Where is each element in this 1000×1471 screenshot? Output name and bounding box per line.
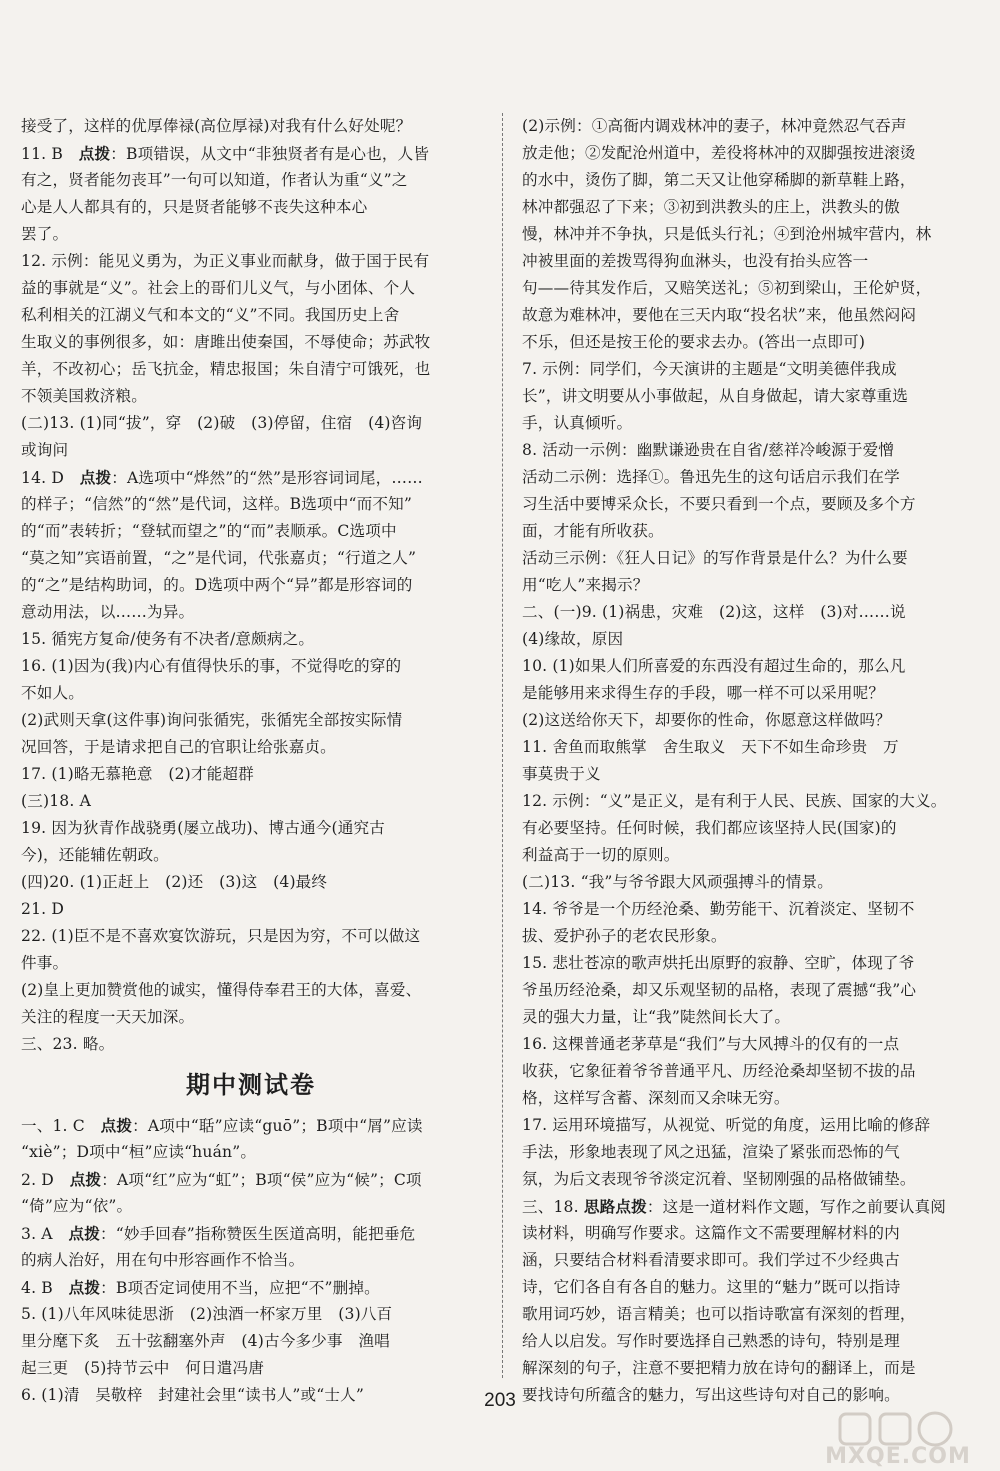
line-text: 是能够用来求得生存的手段，哪一样不可以采用呢？ [522, 684, 885, 702]
answer-line [21, 518, 481, 545]
answer-line [522, 626, 984, 653]
right-column [522, 113, 984, 1409]
line-text: 益的事就是“义”。社会上的哥们儿义气，与小团体、个人 [21, 279, 416, 297]
line-text: 灵的强大力量，让“我”陡然间长大了。 [522, 1008, 791, 1026]
answer-line [522, 1301, 984, 1328]
answer-line [21, 1004, 481, 1031]
answer-line [21, 1355, 481, 1382]
answer-line [522, 896, 984, 923]
line-text: (二)13. “我”与爷爷跟大风顽强搏斗的情景。 [522, 873, 833, 891]
line-text: 17. 运用环境描写，从视觉、听觉的角度，运用比喻的修辞 [522, 1116, 931, 1134]
answer-line [522, 1328, 984, 1355]
answer-line [522, 1031, 984, 1058]
answer-line [21, 734, 481, 761]
line-text: 19. 因为狄青作战骁勇(屡立战功)、博古通今(通究古 [21, 819, 385, 837]
answer-line [21, 923, 481, 950]
line-text: 活动三示例：《狂人日记》的写作背景是什么？为什么要 [522, 549, 908, 567]
item-number: 14. D [21, 469, 80, 487]
line-text: 生取义的事例很多，如：唐雎出使秦国，不辱使命；苏武牧 [21, 333, 431, 351]
line-text: ：这是一道材料作文题，写作之前要认真阅 [646, 1198, 946, 1216]
hint-label: 思路点拨 [583, 1197, 647, 1216]
line-text: 12. 示例：“义”是正义，是有利于人民、民族、国家的大义。 [522, 792, 947, 810]
line-text: 的样子；“信然”的“然”是代词，这样。B选项中“而不知” [21, 495, 412, 513]
answer-line [522, 1166, 984, 1193]
answer-line [522, 140, 984, 167]
line-text: 心是人人都具有的，只是贤者能够不丧失这种本心 [21, 198, 368, 216]
answer-line [522, 572, 984, 599]
line-text: 11. 舍鱼而取熊掌 舍生取义 天下不如生命珍贵 万 [522, 738, 899, 756]
line-text: 有必要坚持。任何时候，我们都应该坚持人民(国家)的 [522, 819, 897, 837]
line-text: 面，才能有所收获。 [522, 522, 664, 540]
answer-line [522, 1193, 984, 1220]
line-text: 手法，形象地表现了风之迅猛，渲染了紧张而恐怖的气 [522, 1143, 900, 1161]
line-text: 氛，为后文表现爷爷淡定沉着、坚韧刚强的品格做铺垫。 [522, 1170, 916, 1188]
line-text: 歌用词巧妙，语言精美；也可以指诗歌富有深刻的哲理， [522, 1305, 916, 1323]
answer-line [21, 248, 481, 275]
line-text: 的水中，烫伤了脚，第二天又让他穿稀脚的新草鞋上路， [522, 171, 916, 189]
answer-line [21, 437, 481, 464]
left-column [21, 113, 481, 1409]
answer-line [21, 896, 481, 923]
line-text: (2)武则天拿(这件事)询问张循宪，张循宪全部按实际情 [21, 711, 403, 729]
line-text: 有之，贤者能勿丧耳”一句可以知道，作者认为重“义”之 [21, 171, 408, 189]
answer-line [21, 626, 481, 653]
answer-line [21, 464, 481, 491]
hint-label: 点拨 [68, 1278, 101, 1297]
line-text: 8. 活动一示例：幽默谦逊贵在自省/慈祥冷峻源于爱憎 [522, 441, 895, 459]
item-number: 一、1. C [21, 1117, 101, 1135]
answer-line [21, 1247, 481, 1274]
answer-line [21, 599, 481, 626]
line-text: 意动用法，以……为异。 [21, 603, 195, 621]
line-text: ：B项错误，从文中“非独贤者有是心也，人皆 [110, 145, 430, 163]
answer-line [522, 1247, 984, 1274]
answer-line [522, 1355, 984, 1382]
hint-label: 点拨 [78, 144, 111, 163]
line-text: 21. D [21, 900, 65, 918]
line-text: (2)这送给你天下，却要你的性命，你愿意这样做吗？ [522, 711, 891, 729]
answer-line [21, 761, 481, 788]
line-text: 用“吃人”来揭示？ [522, 576, 649, 594]
answer-line [522, 248, 984, 275]
answer-line [21, 815, 481, 842]
line-text: 解深刻的句子，注意不要把精力放在诗句的翻译上，而是 [522, 1359, 916, 1377]
answer-line [522, 599, 984, 626]
answer-line [522, 464, 984, 491]
line-text: 里分麾下炙 五十弦翻塞外声 (4)古今多少事 渔唱 [21, 1332, 390, 1350]
line-text: (三)18. A [21, 792, 91, 810]
answer-line [21, 1328, 481, 1355]
answer-line [522, 761, 984, 788]
answer-line [21, 356, 481, 383]
line-text: ：A项“红”应为“虹”；B项“侯”应为“候”；C项 [101, 1171, 422, 1189]
answer-line [522, 1112, 984, 1139]
answer-line [21, 113, 481, 140]
line-text: 拔、爱护孙子的老农民形象。 [522, 927, 727, 945]
line-text: ：A选项中“烨然”的“然”是形容词词尾，…… [111, 469, 423, 487]
section-heading: 期中测试卷 [186, 1071, 316, 1099]
answer-line [21, 302, 481, 329]
answer-line [522, 1085, 984, 1112]
line-text: 12. 示例：能见义勇为，为正义事业而献身，做于国于民有 [21, 252, 430, 270]
line-text: 16. (1)因为(我)内心有值得快乐的事，不觉得吃的穿的 [21, 657, 402, 675]
line-text: 况回答，于是请求把自己的官职让给张嘉贞。 [21, 738, 336, 756]
hint-label: 点拨 [68, 1224, 100, 1243]
answer-line [21, 1139, 481, 1166]
line-text: 不乐，但还是按王伦的要求去办。(答出一点即可) [522, 333, 866, 351]
line-text: 慢，林冲并不争执，只是低头行礼；④到沧州城牢营内，林 [522, 225, 932, 243]
item-number: 2. D [21, 1171, 70, 1189]
line-text: 的“而”表转折；“登轼而望之”的“而”表顺承。C选项中 [21, 522, 397, 540]
line-text: 爷虽历经沧桑，却又乐观坚韧的品格，表现了震撼“我”心 [522, 981, 917, 999]
watermark-logo-icon [800, 1408, 996, 1448]
watermark-text: MXQE.COM [825, 1444, 971, 1469]
answer-line [522, 356, 984, 383]
answer-line [21, 1274, 481, 1301]
answer-line [522, 1058, 984, 1085]
line-text: 利益高于一切的原则。 [522, 846, 680, 864]
line-text: 故意为难林冲，要他在三天内取“投名状”来，他虽然闷闷 [522, 306, 917, 324]
line-text: 7. 示例：同学们，今天演讲的主题是“文明美德伴我成 [522, 360, 897, 378]
item-number: 3. A [21, 1225, 69, 1243]
line-text: 22. (1)臣不是不喜欢宴饮游玩，只是因为穷，不可以做这 [21, 927, 421, 945]
answer-line [21, 545, 481, 572]
line-text: 今)，还能辅佐朝政。 [21, 846, 169, 864]
hint-label: 点拨 [69, 1170, 102, 1189]
watermark-logo [800, 1408, 996, 1468]
answer-line [21, 140, 481, 167]
answer-line [21, 329, 481, 356]
answer-line [522, 869, 984, 896]
line-text: 的“之”是结构助词，的。D选项中两个“异”都是形容词的 [21, 576, 413, 594]
answer-line [21, 788, 481, 815]
answer-line [21, 572, 481, 599]
answer-line [21, 221, 481, 248]
answer-line [522, 788, 984, 815]
answer-line [21, 1031, 481, 1058]
item-number: 三、18. [522, 1198, 584, 1216]
line-text: 的病人治好，用在句中形容画作不恰当。 [21, 1251, 305, 1269]
line-text: ：B项否定词使用不当，应把“不”删掉。 [100, 1279, 380, 1297]
answer-line [522, 680, 984, 707]
answer-line [522, 437, 984, 464]
answer-line [21, 653, 481, 680]
answer-line [21, 977, 481, 1004]
line-text: (二)13. (1)同“拔”，穿 (2)破 (3)停留，住宿 (4)咨询 [21, 414, 423, 432]
answer-line [522, 329, 984, 356]
line-text: 15. 循宪方复命/使务有不决者/意颇病之。 [21, 630, 315, 648]
answer-line [522, 653, 984, 680]
line-text: 读材料，明确写作要求。这篇作文不需要理解材料的内 [522, 1224, 900, 1242]
line-text: 二、(一)9. (1)祸患，灾难 (2)这，这样 (3)对……说 [522, 603, 906, 621]
line-text: “xiè”；D项中“桓”应读“huán”。 [21, 1143, 257, 1161]
answer-line [522, 734, 984, 761]
line-text: 起三更 (5)持节云中 何日遣冯唐 [21, 1359, 264, 1377]
line-text: 三、23. 略。 [21, 1035, 115, 1053]
answer-line [21, 1112, 481, 1139]
line-text: 林冲都强忍了下来；③初到洪教头的庄上，洪教头的傲 [522, 198, 900, 216]
answer-line [522, 842, 984, 869]
answer-line [522, 518, 984, 545]
line-text: 关注的程度一天天加深。 [21, 1008, 195, 1026]
answer-line [522, 977, 984, 1004]
answer-line [21, 167, 481, 194]
answer-line [522, 545, 984, 572]
answer-line [21, 1220, 481, 1247]
answer-line [21, 1193, 481, 1220]
line-text: 给人以启发。写作时要选择自己熟悉的诗句，特别是理 [522, 1332, 900, 1350]
line-text: 10. (1)如果人们所喜爱的东西没有超过生命的，那么凡 [522, 657, 906, 675]
hint-label: 点拨 [100, 1116, 133, 1135]
line-text: 15. 悲壮苍凉的歌声烘托出原野的寂静、空旷，体现了爷 [522, 954, 915, 972]
answer-line [522, 113, 984, 140]
line-text: 要找诗句所蕴含的魅力，写出这些诗句对自己的影响。 [522, 1386, 900, 1404]
line-text: (2)皇上更加赞赏他的诚实，懂得侍奉君王的大体，喜爱、 [21, 981, 422, 999]
line-text: 或询问 [21, 441, 69, 459]
answer-line [522, 815, 984, 842]
line-text: 格，这样写含蓄、深刻而又余味无穷。 [522, 1089, 790, 1107]
answer-line [21, 410, 481, 437]
line-text: 私利相关的江湖义气和本文的“义”不同。我国历史上舍 [21, 306, 400, 324]
answer-line [21, 950, 481, 977]
item-number: 11. B [21, 145, 79, 163]
answer-line [522, 1220, 984, 1247]
line-text: ：“妙手回春”指称赞医生医道高明，能把垂危 [99, 1225, 416, 1243]
answer-line [522, 1004, 984, 1031]
answer-line [21, 1301, 481, 1328]
line-text: 诗，它们各自有各自的魅力。这里的“魅力”既可以指诗 [522, 1278, 901, 1296]
line-text: 手，认真倾听。 [522, 414, 633, 432]
answer-line [21, 707, 481, 734]
line-text: 不如人。 [21, 684, 84, 702]
line-text: 6. (1)清 吴敬梓 封建社会里“读书人”或“士人” [21, 1386, 364, 1404]
line-text: 事莫贵于义 [522, 765, 601, 783]
line-text: 涵，只要结合材料看清要求即可。我们学过不少经典古 [522, 1251, 900, 1269]
hint-label: 点拨 [79, 468, 112, 487]
answer-line [21, 680, 481, 707]
line-text: 不领美国救济粮。 [21, 387, 147, 405]
answer-line [522, 275, 984, 302]
line-text: “莫之知”宾语前置，“之”是代词，代张嘉贞；“行道之人” [21, 549, 417, 567]
answer-line [21, 383, 481, 410]
answer-line [21, 842, 481, 869]
line-text: 羊，不改初心；岳飞抗金，精忠报国；朱自清宁可饿死，也 [21, 360, 431, 378]
line-text: 放走他；②发配沧州道中，差役将林冲的双脚强按进滚烫 [522, 144, 916, 162]
line-text: 16. 这棵普通老茅草是“我们”与大风搏斗的仅有的一点 [522, 1035, 900, 1053]
line-text: 件事。 [21, 954, 69, 972]
line-text: ：A项中“聒”应读“guō”；B项中“屑”应读 [132, 1117, 423, 1135]
answer-line [522, 167, 984, 194]
answer-line [522, 923, 984, 950]
line-text: 14. 爷爷是一个历经沧桑、勤劳能干、沉着淡定、坚韧不 [522, 900, 915, 918]
line-text: “倚”应为“依”。 [21, 1197, 133, 1215]
answer-line [522, 383, 984, 410]
line-text: 罢了。 [21, 225, 69, 243]
line-text: 长”，讲文明要从小事做起，从自身做起，请大家尊重选 [522, 387, 908, 405]
line-text: 接受了，这样的优厚俸禄(高位厚禄)对我有什么好处呢？ [21, 117, 412, 135]
answer-line [21, 194, 481, 221]
line-text: 句——待其发作后，又赔笑送礼；⑤初到梁山，王伦妒贤， [522, 279, 932, 297]
line-text: (四)20. (1)正赶上 (2)还 (3)这 (4)最终 [21, 873, 328, 891]
answer-line [522, 194, 984, 221]
answer-line [522, 1139, 984, 1166]
answer-line [522, 950, 984, 977]
answer-line [21, 491, 481, 518]
answer-line [522, 302, 984, 329]
answer-line [21, 275, 481, 302]
line-text: 5. (1)八年风味徒思浙 (2)浊酒一杯家万里 (3)八百 [21, 1305, 393, 1323]
line-text: (4)缘故，原因 [522, 630, 624, 648]
item-number: 4. B [21, 1279, 69, 1297]
answer-line [522, 491, 984, 518]
page-number: 203 [484, 1390, 516, 1411]
line-text: (2)示例：①高衙内调戏林冲的妻子，林冲竟然忍气吞声 [522, 117, 907, 135]
answer-line [21, 1166, 481, 1193]
answer-line [522, 410, 984, 437]
line-text: 活动二示例：选择①。鲁迅先生的这句话启示我们在学 [522, 468, 900, 486]
answer-line [522, 707, 984, 734]
line-text: 习生活中要博采众长，不要只看到一个点，要顾及多个方 [522, 495, 916, 513]
answer-line [21, 869, 481, 896]
line-text: 收获，它象征着爷爷普通平凡、历经沧桑却坚韧不拔的品 [522, 1062, 916, 1080]
line-text: 冲被里面的差拨骂得狗血淋头，也没有抬头应答一 [522, 252, 869, 270]
answer-line [522, 1274, 984, 1301]
answer-line [522, 221, 984, 248]
line-text: 17. (1)略无慕艳意 (2)才能超群 [21, 765, 254, 783]
column-divider [502, 113, 503, 1378]
